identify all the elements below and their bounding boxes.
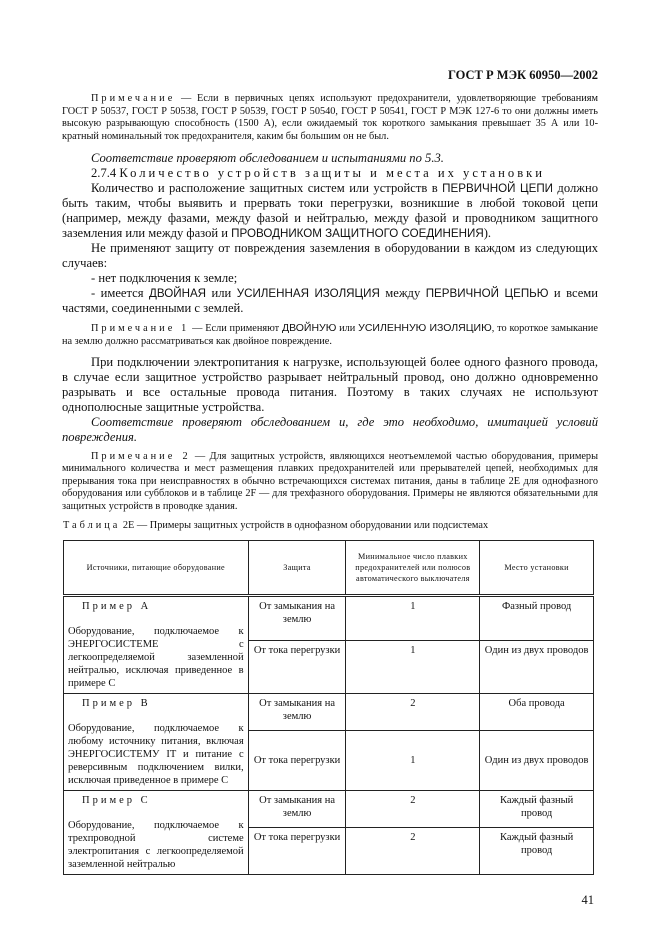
paragraph-placement	[62, 181, 598, 241]
section-heading	[62, 166, 598, 181]
protection-cell: От замыкания на землю	[248, 694, 346, 731]
note-text: — Для защитных устройств, являющихся неотъемлемой частью оборудования, примеры минимального количества и мест размещения плавких предохранителей или прерывателей цепей, необходимых для прерывания тока при неисправностях в обычно встречающихся системах питания, даны в таблице 2Е для однофазного оборудования или субблоков и в таблице 2F — для трехфазного оборудования. Примеры не являются обязательными для защитных устройств в проводке здания.	[62, 450, 598, 512]
place-cell: Каждый фазный провод	[480, 827, 594, 874]
text: должно быть таким, чтобы выявить и прервать токи перегрузки, возникшие в любой токовой цепи (например, между фазами, между фазой и нейтралью, между фазой и проводником защитного заземления или между фазой и	[62, 181, 598, 241]
place-cell: Один из двух проводов	[480, 731, 594, 791]
text: и всеми частями, соединенными с землей.	[62, 286, 599, 316]
table-header-row	[64, 541, 594, 596]
text: Количество и расположение защитных систем или устройств в	[91, 181, 443, 196]
example-label: Пример В	[82, 698, 151, 710]
place-cell: Оба провода	[480, 694, 594, 731]
count-cell: 2	[346, 791, 480, 828]
text: - имеется	[91, 286, 150, 301]
source-cell	[64, 596, 249, 694]
protection-cell: От тока перегрузки	[248, 641, 346, 694]
table-row	[64, 791, 594, 828]
section-title: Количество устройств защиты и места их установки	[119, 166, 545, 181]
protection-table	[63, 540, 594, 875]
note-fuses	[62, 93, 598, 143]
page-number: 41	[581, 893, 594, 908]
protection-cell: От тока перегрузки	[248, 827, 346, 874]
protection-cell: От замыкания на землю	[248, 791, 346, 828]
source-text: Оборудование, подключаемое к ЭНЕРГОСИСТЕМЕ с легкоопределяемой заземленной нейтралью, исключая приведенное в примере С	[68, 626, 244, 690]
text: — Если применяют	[189, 323, 282, 335]
note-label: Примечание 1	[91, 323, 190, 335]
term: ДВОЙНАЯ	[149, 287, 207, 301]
note-label: Примечание 2	[91, 450, 191, 462]
count-cell: 1	[346, 731, 480, 791]
column-header: Минимальное число плавких предохранителей или полюсов автоматического выключателя	[346, 541, 480, 596]
protection-cell: От замыкания на землю	[248, 596, 346, 641]
source-cell	[64, 694, 249, 791]
column-header: Источники, питающие оборудование	[64, 541, 249, 596]
column-header: Защита	[248, 541, 346, 596]
protection-cell: От тока перегрузки	[248, 731, 346, 791]
note-text: — Если в первичных цепях используют предохранители, удовлетворяющие требованиям ГОСТ Р 50537, ГОСТ Р 50538, ГОСТ Р 50539, ГОСТ Р 50540, ГОСТ Р 50541, ГОСТ Р МЭК 127-6 то они должны иметь высокую разрывающую способность (1500 А), если ожидаемый ток короткого замыкания превышает 35 А или 10-кратный номинальный ток предохранителя, каким бы большим он не был.	[62, 93, 598, 142]
paragraph-multiphase: При подключении электропитания к нагрузке, использующей более одного фазного провода, в случае если защитное устройство разрывает нейтральный провод, оно должно одновременно разрывать и все остальные провода питания. Поэтому в таких случаях не используют однополюсные защитные устройства.	[62, 354, 598, 414]
table-caption	[63, 520, 598, 533]
place-cell: Каждый фазный провод	[480, 791, 594, 828]
source-text: Оборудование, подключаемое к любому источнику питания, включая ЭНЕРГОСИСТЕМУ IT и питание с реверсивным подключением вилки, исключая приведенное в примере С	[68, 723, 244, 787]
note-1	[62, 322, 598, 348]
text: ).	[483, 226, 492, 241]
example-label: Пример С	[82, 795, 151, 807]
term: ПРОВОДНИКОМ ЗАЩИТНОГО СОЕДИНЕНИЯ	[231, 227, 484, 241]
paragraph-no-protection: Не применяют защиту от повреждения заземления в оборудовании в каждом из следующих случаев:	[62, 241, 598, 271]
table-row	[64, 596, 594, 641]
page-content	[62, 93, 598, 908]
term: ПЕРВИЧНОЙ ЦЕПИ	[442, 182, 553, 196]
term: УСИЛЕННАЯ ИЗОЛЯЦИЯ	[236, 287, 380, 301]
term: ДВОЙНУЮ	[281, 322, 337, 335]
text: , то короткое замыкание на землю должно рассматриваться как двойное повреждение.	[62, 323, 598, 347]
list-item	[62, 286, 598, 316]
standard-header: ГОСТ Р МЭК 60950—2002	[448, 68, 598, 82]
place-cell: Один из двух проводов	[480, 641, 594, 694]
term: УСИЛЕННУЮ ИЗОЛЯЦИЮ	[358, 322, 492, 335]
count-cell: 1	[346, 641, 480, 694]
example-label: Пример А	[82, 601, 152, 613]
column-header: Место установки	[480, 541, 594, 596]
compliance-check-1: Соответствие проверяют обследованием и испытаниями по 5.3.	[91, 151, 444, 166]
place-cell: Фазный провод	[480, 596, 594, 641]
compliance-check-2: Соответствие проверяют обследованием и, где это необходимо, имитацией условий повреждения.	[62, 414, 598, 444]
list-item: - нет подключения к земле;	[91, 271, 238, 286]
count-cell: 2	[346, 694, 480, 731]
count-cell: 2	[346, 827, 480, 874]
section-number: 2.7.4	[91, 166, 117, 181]
caption-label: Таблица	[63, 519, 121, 531]
text: или	[206, 286, 237, 301]
caption-text: 2Е — Примеры защитных устройств в однофазном оборудовании или подсистемах	[120, 519, 489, 531]
note-label: Примечание	[91, 93, 176, 104]
text: между	[379, 286, 426, 301]
note-2	[62, 451, 598, 514]
source-cell	[64, 791, 249, 875]
table-row	[64, 694, 594, 731]
source-text: Оборудование, подключаемое к трехпроводной системе электропитания с легкоопределяемой заземленной нейтралью	[68, 820, 244, 871]
term: ПЕРВИЧНОЙ ЦЕПЬЮ	[425, 287, 549, 301]
text: или	[336, 323, 359, 335]
count-cell: 1	[346, 596, 480, 641]
